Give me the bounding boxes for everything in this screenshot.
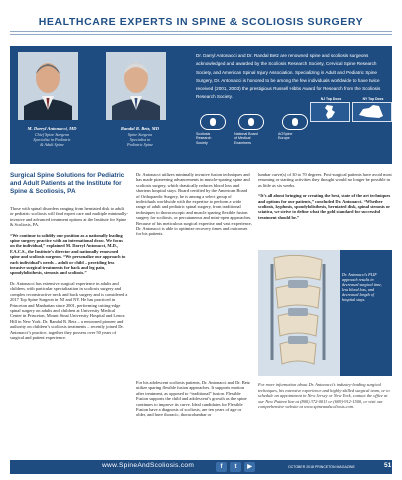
col1-paragraph-2: “We continue to solidify our position as a nationally leading spine surgery practice with an international draw. We focus on the individual,” explained M. Darryl Antonacci, M.D., F.A.C.S., the Institute’s director and nationally renowned spine and scoliosis surgeon. “We personalize our approach to each individual’s needs – adult or child – providing less invasive surgical treatments for back and leg pain, spondylolisthesis, stenosis and scoliosis.”	[10, 232, 126, 276]
header-rule-top	[10, 31, 392, 32]
doctor-title-betz: Spine Surgeon	[127, 132, 153, 137]
logo-aospine	[278, 114, 308, 141]
logo-aospine-text: AOSpine Europe	[278, 132, 293, 141]
new-york-map-icon	[353, 103, 391, 121]
doctor-photo-betz	[106, 52, 166, 120]
nbme-logo-icon	[238, 114, 264, 130]
article-column-2-top	[136, 172, 252, 242]
srs-logo-icon	[200, 114, 226, 130]
illustration-caption: Dr. Antonacci's PLIF approach results in decreased surgical time, less blood loss, and decreased length of hospital stays.	[342, 272, 382, 302]
logo-nbme	[234, 114, 264, 145]
footer-website-link[interactable]: www.SpineAndScoliosis.com	[102, 462, 195, 469]
aospine-logo-icon	[282, 114, 308, 130]
doctor-specialty2-antonacci: & Adult Spine	[40, 142, 64, 147]
badge-nj-top-docs	[310, 97, 350, 122]
col2-paragraph-2: For his adolescent scoliosis patients, Dr. Antonacci and Dr. Betz utilize sparing flexible fusion approaches. It supports motion after treatment, as opposed to “traditional” fusion. Flexible Fusion supports the child and adolescent’s growth as the spine continues to improve its curve. Ideal candidates for Flexible Fusion have a diagnosis of scoliosis, are ten years of age or older, and have thoracic, thoracolumbar or	[136, 380, 250, 418]
col1-paragraph-3: Dr. Antonacci has extensive surgical experience in adults and children, with particular specialization in scoliosis surgery and complex reconstructive neck and back surgery and is considered a 2017 Top Spine Surgeon in NJ and NY. He has practiced in Princeton and Manhattan since 2001, performing cutting-edge spinal surgery on adults and children at University Medical Center in Princeton, Mount Sinai University Hospital and Lenox Hill in New York. Dr. Randal R. Betz – a renowned pioneer and authority on children’s scoliosis treatments – recently joined Dr. Antonacci’s practice, together they possess over 50 years of surgical and patient experience.	[10, 280, 128, 340]
header-rule-bottom	[10, 34, 392, 35]
contact-info: For more information about Dr. Antonacci’s industry-leading surgical techniques, his extensive experience and highly-skilled surgical team, or to schedule an appointment in New Jersey or New York, contact the office at our New Patient line at (800) 372-0011 or (609)-912-1500, or visit our comprehensive website at www.spineandscoliosis.com.	[258, 382, 390, 409]
col3-paragraph-1: lumbar curve(s) of 30 to 70 degrees. Post-surgical patients have avoid most resuming or starting activities they thought would no longer be possible in as little as six weeks.	[258, 172, 392, 188]
logo-srs-text: Scoliosis Research Society	[196, 132, 212, 145]
page-number: 51	[384, 462, 392, 469]
facebook-icon[interactable]: f	[216, 462, 227, 472]
badge-nj-label: NJ Top Docs	[320, 97, 342, 101]
doctor-specialty-betz: Specialist in	[129, 137, 151, 142]
new-jersey-map-icon	[311, 103, 349, 121]
col3-paragraph-2: “It’s all about bringing or creating the best, state of the art techniques and options for our patients,” concluded Dr. Antonacci. “Whether scoliosis, kyphosis, spondylolisthesis, herniated disk, spinal stenosis or sciatica, we strive to define what the gold standard for successful treatment should be.”	[258, 193, 391, 220]
col1-paragraph-1: Those with spinal disorders ranging from herniated disk to adult or pediatric scoliosis will find expert care and multiple minimally-invasive and advanced treatment options at the Institute for Spine & Scoliosis, PA.	[10, 206, 128, 228]
article-column-1	[10, 206, 128, 345]
doctor-photo-antonacci	[18, 52, 78, 120]
spine-implant-illustration-icon	[258, 250, 392, 376]
twitter-icon[interactable]: t	[230, 462, 241, 472]
badge-ny-top-docs	[352, 97, 392, 122]
youtube-icon[interactable]: ▶	[244, 462, 255, 472]
doctor-specialty2-betz: Pediatric Spine	[127, 142, 153, 147]
spine-illustration	[258, 250, 392, 376]
badge-ny-label: NY Top Docs	[362, 97, 384, 101]
logo-nbme-text: National Board of Medical Examiners	[234, 132, 258, 145]
footer-bar	[10, 460, 392, 474]
banner-text: Dr. Darryl Antonacci and Dr. Randal Betz are renowned spine and scoliosis surgeons acknowledged and awarded by the Scoliosis Research Society, Cervical Spine Research Society, and American Spinal Injury Association. Specializing in Adult and Pediatric Spine Surgery, Dr. Antonacci is honored to be among the few individuals worldwide to have twice received (2001, 2003) the prestigious Russell Hibbs Award for Research from the Scoliosis Research Society.	[196, 53, 381, 100]
logo-srs	[196, 114, 226, 145]
article-column-3	[258, 172, 392, 225]
doctor-name-betz: Randal R. Betz, MD	[120, 126, 160, 131]
article-column-2-bottom	[136, 380, 252, 423]
col2-paragraph-1: Dr. Antonacci utilizes minimally invasive fusion techniques and has made pioneering advancements in muscle-sparing spine and scoliosis surgery, which drastically reduces blood loss and shortens hospital stays. Board certified by the American Board of Orthopaedic Surgery, he is among a select group of individuals worldwide with the expertise to perform a wide range of adult and pediatric spinal surgery, from traditional techniques to thoracoscopic and muscle sparing flexible fusion surgery for scoliosis, or percutaneous and mini-open approaches. Because of his meticulous surgical expertise and vast experience, Dr. Antonacci is able to optimize recovery times and outcomes for his patients.	[136, 172, 252, 237]
doctor-title-antonacci: Chief Spine Surgeon	[34, 132, 70, 137]
article-headline: Surgical Spine Solutions for Pediatric and Adult Patients at the Institute for Spine & Scoliosis, PA	[10, 172, 125, 195]
banner	[10, 46, 392, 164]
doctor-specialty-antonacci: Specialist in Pediatric	[33, 137, 71, 142]
header-title: HEALTHCARE EXPERTS IN SPINE & SCOLIOSIS SURGERY	[38, 16, 364, 28]
doctor-name-antonacci: M. Darryl Antonacci, MD	[27, 126, 77, 131]
footer-magazine-meta: OCTOBER 2018 PRINCETON MAGAZINE	[288, 464, 355, 469]
